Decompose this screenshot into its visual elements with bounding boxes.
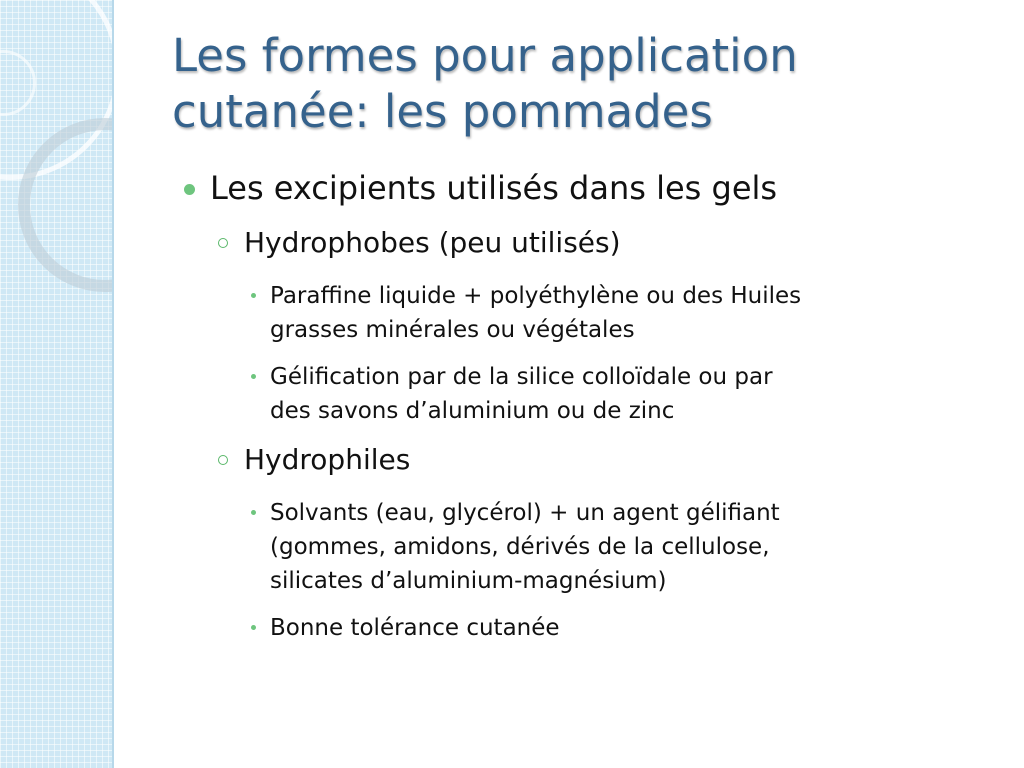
bullet-small-icon — [251, 293, 256, 298]
list-item-line: silicates d’aluminium-magnésium) — [270, 568, 667, 594]
list-item-line: (gommes, amidons, dérivés de la cellulose, — [270, 534, 770, 560]
bullet-dot-icon — [184, 184, 195, 195]
list-item-line: Paraffine liquide + polyéthylène ou des Huiles — [270, 283, 802, 309]
bullet-small-icon — [251, 374, 256, 379]
level1-text: Les excipients utilisés dans les gels — [210, 169, 778, 207]
list-item-line: Gélification par de la silice colloïdale ou par — [270, 364, 773, 390]
hydrophobes-label: Hydrophobes (peu utilisés) — [244, 226, 621, 259]
bullet-ring-icon — [218, 455, 228, 465]
hydrophiles-label: Hydrophiles — [244, 443, 411, 476]
list-item-line: grasses minérales ou végétales — [270, 317, 635, 343]
bullet-ring-icon — [218, 238, 228, 248]
bullet-small-icon — [251, 625, 256, 630]
list-item-line: Bonne tolérance cutanée — [270, 615, 560, 641]
list-item-line: Solvants (eau, glycérol) + un agent gélifiant — [270, 500, 780, 526]
bullet-small-icon — [251, 510, 256, 515]
slide-title-line1: Les formes pour application — [172, 29, 798, 82]
slide-title-line2: cutanée: les pommades — [172, 85, 713, 138]
list-item-line: des savons d’aluminium ou de zinc — [270, 398, 675, 424]
